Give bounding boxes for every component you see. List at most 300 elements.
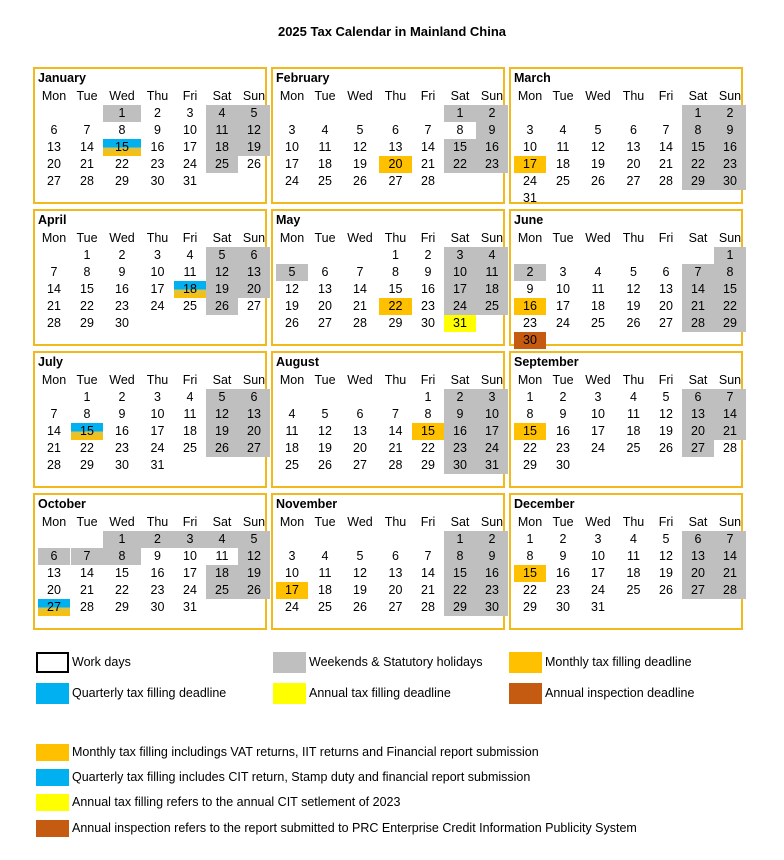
day-cell: 1 [103, 105, 141, 122]
day-cell: 3 [594, 390, 602, 404]
weekday-header: Fri [658, 89, 674, 103]
day-cell: 27 [238, 440, 270, 457]
day-cell: 11 [627, 549, 640, 563]
day-cell: 14 [421, 566, 435, 580]
weekday-header: Sun [480, 373, 504, 387]
day-cell: 17 [514, 156, 546, 173]
day-cell: 1 [392, 248, 399, 262]
day-cell: 2 [118, 248, 126, 262]
day-cell: 3 [186, 106, 194, 120]
day-cell: 2 [118, 390, 126, 404]
month-march [509, 67, 743, 204]
day-cell: 11 [183, 265, 197, 279]
day-cell: 9 [559, 549, 567, 563]
day-cell: 10 [183, 123, 197, 137]
day-cell: 21 [388, 441, 403, 455]
day-cell: 23 [150, 157, 165, 171]
month-name: August [276, 355, 320, 369]
day-cell: 6 [682, 389, 714, 406]
day-cell: 27 [682, 582, 714, 599]
day-cell: 31 [476, 457, 508, 474]
day-cell: 25 [183, 441, 197, 455]
day-cell: 25 [556, 174, 570, 188]
day-cell: 26 [659, 583, 673, 597]
day-cell: 9 [714, 122, 746, 139]
day-cell: 23 [523, 316, 537, 330]
day-cell: 9 [559, 407, 567, 421]
day-cell: 19 [238, 139, 270, 156]
day-cell: 7 [83, 123, 91, 137]
day-cell: 29 [523, 458, 537, 472]
day-cell: 1 [444, 531, 476, 548]
legend-swatch-work-days [36, 652, 69, 673]
day-cell: 27 [318, 316, 332, 330]
day-cell: 13 [47, 140, 61, 154]
weekday-header: Sat [212, 373, 232, 387]
day-cell: 19 [659, 566, 673, 580]
weekday-header: Mon [517, 231, 543, 245]
day-cell: 20 [47, 583, 61, 597]
day-cell: 4 [186, 390, 194, 404]
day-cell: 11 [318, 566, 332, 580]
day-cell: 14 [353, 282, 367, 296]
day-cell: 19 [659, 424, 673, 438]
day-cell: 6 [356, 407, 364, 421]
day-cell: 2 [514, 264, 546, 281]
day-cell: 12 [353, 140, 367, 154]
note-monthly: Monthly tax filling includings VAT returns, IIT returns and Financial report submission [72, 745, 539, 759]
day-cell: 29 [115, 600, 129, 614]
day-cell: 15 [714, 281, 746, 298]
weekday-header: Mon [279, 373, 305, 387]
day-cell: 11 [183, 407, 197, 421]
day-cell: 28 [80, 174, 94, 188]
weekday-header: Thu [384, 373, 407, 387]
day-cell: 17 [183, 566, 197, 580]
legend-swatch-inspection [509, 683, 542, 704]
weekday-header: Tue [314, 515, 336, 529]
day-cell: 31 [444, 315, 476, 332]
month-december [509, 493, 743, 630]
day-cell: 12 [353, 566, 367, 580]
day-cell: 30 [514, 332, 546, 349]
day-cell: 15 [514, 565, 546, 582]
day-cell: 28 [47, 458, 61, 472]
note-swatch-annual [36, 794, 69, 811]
day-cell: 11 [206, 122, 238, 139]
day-cell: 4 [321, 549, 329, 563]
day-cell: 31 [523, 191, 537, 205]
month-august [271, 351, 505, 488]
day-cell: 26 [591, 174, 605, 188]
day-cell: 11 [627, 407, 640, 421]
day-cell: 22 [682, 156, 714, 173]
day-cell: 27 [38, 599, 70, 616]
day-cell: 18 [285, 441, 299, 455]
day-cell: 12 [318, 424, 332, 438]
day-cell: 24 [444, 298, 476, 315]
day-cell: 21 [47, 299, 61, 313]
day-cell: 26 [659, 441, 673, 455]
weekday-header: Sat [450, 89, 470, 103]
day-cell: 11 [476, 264, 508, 281]
month-name: January [38, 71, 86, 85]
day-cell: 27 [626, 174, 641, 188]
weekday-header: Wed [109, 373, 135, 387]
day-cell: 11 [318, 140, 332, 154]
day-cell: 28 [388, 458, 403, 472]
day-cell: 7 [50, 265, 58, 279]
day-cell: 17 [285, 157, 299, 171]
day-cell: 16 [444, 423, 476, 440]
day-cell: 9 [526, 282, 534, 296]
weekday-header: Thu [146, 373, 169, 387]
weekday-header: Thu [622, 373, 645, 387]
day-cell: 2 [154, 106, 161, 120]
day-cell: 11 [215, 549, 229, 563]
weekday-header: Sat [212, 515, 232, 529]
day-cell: 7 [714, 389, 746, 406]
weekday-header: Mon [279, 231, 305, 245]
weekday-header: Fri [658, 373, 674, 387]
day-cell: 3 [476, 389, 508, 406]
day-cell: 20 [659, 299, 673, 313]
day-cell: 12 [285, 282, 299, 296]
weekday-header: Wed [585, 231, 611, 245]
weekday-header: Tue [314, 373, 336, 387]
day-cell: 9 [154, 549, 161, 563]
day-cell: 17 [150, 282, 165, 296]
day-cell: 25 [318, 600, 332, 614]
day-cell: 7 [71, 548, 103, 565]
legend-swatch-weekends [273, 652, 306, 673]
day-cell: 21 [47, 441, 61, 455]
weekday-header: Sat [688, 515, 708, 529]
day-cell: 13 [682, 548, 714, 565]
day-cell: 19 [238, 565, 270, 582]
day-cell: 16 [714, 139, 746, 156]
day-cell: 21 [421, 157, 435, 171]
day-cell: 12 [591, 140, 605, 154]
weekday-header: Sat [212, 89, 232, 103]
weekday-header: Sun [242, 373, 266, 387]
day-cell: 24 [556, 316, 570, 330]
day-cell: 25 [206, 582, 238, 599]
month-february [271, 67, 505, 204]
day-cell: 6 [392, 123, 399, 137]
weekday-header: Wed [347, 373, 373, 387]
day-cell: 2 [559, 532, 567, 546]
day-cell: 15 [444, 565, 476, 582]
day-cell: 2 [444, 389, 476, 406]
weekday-header: Fri [658, 515, 674, 529]
calendar-grid [33, 67, 743, 632]
weekday-header: Thu [384, 89, 407, 103]
day-cell: 5 [206, 247, 238, 264]
day-cell: 22 [523, 583, 537, 597]
day-cell: 18 [206, 139, 238, 156]
day-cell: 19 [591, 157, 605, 171]
day-cell: 8 [456, 123, 464, 137]
weekday-header: Sun [480, 231, 504, 245]
weekday-header: Wed [109, 89, 135, 103]
day-cell: 18 [591, 299, 605, 313]
day-cell: 1 [526, 532, 534, 546]
day-cell: 13 [659, 282, 673, 296]
day-cell: 21 [682, 298, 714, 315]
day-cell: 27 [682, 440, 714, 457]
day-cell: 29 [421, 458, 435, 472]
day-cell: 26 [353, 600, 367, 614]
day-cell: 19 [353, 583, 367, 597]
day-cell: 5 [238, 105, 270, 122]
weekday-header: Fri [182, 373, 198, 387]
weekday-header: Wed [347, 515, 373, 529]
day-cell: 2 [476, 531, 508, 548]
day-cell: 13 [353, 424, 367, 438]
day-cell: 10 [285, 566, 299, 580]
day-cell: 27 [388, 174, 403, 188]
weekday-header: Thu [146, 231, 169, 245]
note-swatch-quarterly [36, 769, 69, 786]
legend-label-inspection: Annual inspection deadline [545, 686, 695, 700]
day-cell: 5 [276, 264, 308, 281]
legend-swatch-monthly [509, 652, 542, 673]
day-cell: 20 [47, 157, 61, 171]
day-cell: 20 [626, 157, 641, 171]
weekday-header: Wed [109, 231, 135, 245]
day-cell: 29 [682, 173, 714, 190]
day-cell: 3 [174, 531, 206, 548]
day-cell: 30 [115, 316, 129, 330]
day-cell: 31 [183, 600, 197, 614]
day-cell: 24 [150, 441, 165, 455]
weekday-header: Tue [76, 515, 98, 529]
weekday-header: Mon [279, 515, 305, 529]
day-cell: 15 [103, 139, 141, 156]
day-cell: 1 [83, 390, 91, 404]
day-cell: 8 [103, 548, 141, 565]
day-cell: 1 [103, 531, 141, 548]
month-name: April [38, 213, 67, 227]
weekday-header: Sat [688, 373, 708, 387]
weekday-header: Sun [242, 515, 266, 529]
day-cell: 5 [206, 389, 238, 406]
month-july [33, 351, 267, 488]
note-annual: Annual tax filling refers to the annual CIT setlement of 2023 [72, 795, 401, 809]
day-cell: 4 [630, 390, 637, 404]
day-cell: 27 [388, 600, 403, 614]
day-cell: 20 [682, 565, 714, 582]
day-cell: 19 [626, 299, 641, 313]
note-swatch-inspection [36, 820, 69, 837]
weekday-header: Thu [384, 515, 407, 529]
day-cell: 18 [476, 281, 508, 298]
weekday-header: Mon [517, 89, 543, 103]
day-cell: 7 [424, 123, 432, 137]
day-cell: 28 [714, 582, 746, 599]
legend-label-annual: Annual tax filling deadline [309, 686, 451, 700]
day-cell: 4 [476, 247, 508, 264]
weekday-header: Thu [384, 231, 407, 245]
day-cell: 18 [556, 157, 570, 171]
day-cell: 26 [353, 174, 367, 188]
day-cell: 6 [321, 265, 329, 279]
day-cell: 18 [206, 565, 238, 582]
note-quarterly: Quarterly tax filling includes CIT return, Stamp duty and financial report submission [72, 770, 531, 784]
day-cell: 25 [318, 174, 332, 188]
day-cell: 2 [141, 531, 174, 548]
day-cell: 8 [83, 407, 91, 421]
day-cell: 3 [288, 549, 296, 563]
month-november [271, 493, 505, 630]
month-april [33, 209, 267, 346]
day-cell: 28 [47, 316, 61, 330]
day-cell: 30 [444, 457, 476, 474]
day-cell: 10 [183, 549, 197, 563]
day-cell: 30 [150, 600, 165, 614]
day-cell: 7 [662, 123, 670, 137]
day-cell: 27 [659, 316, 673, 330]
day-cell: 22 [115, 583, 129, 597]
day-cell: 27 [47, 174, 61, 188]
day-cell: 3 [154, 248, 161, 262]
weekday-header: Sun [718, 231, 742, 245]
day-cell: 10 [150, 265, 165, 279]
day-cell: 20 [238, 281, 270, 298]
day-cell: 28 [421, 174, 435, 188]
day-cell: 21 [659, 157, 673, 171]
day-cell: 24 [591, 583, 605, 597]
day-cell: 26 [247, 157, 261, 171]
day-cell: 8 [444, 548, 476, 565]
day-cell: 25 [626, 583, 641, 597]
day-cell: 23 [476, 156, 508, 173]
day-cell: 14 [47, 424, 61, 438]
day-cell: 30 [150, 174, 165, 188]
day-cell: 17 [591, 566, 605, 580]
day-cell: 7 [392, 407, 399, 421]
day-cell: 26 [206, 440, 238, 457]
day-cell: 29 [80, 316, 94, 330]
day-cell: 8 [682, 122, 714, 139]
weekday-header: Mon [279, 89, 305, 103]
weekday-header: Wed [585, 89, 611, 103]
day-cell: 12 [238, 548, 270, 565]
day-cell: 30 [556, 458, 570, 472]
day-cell: 10 [591, 549, 605, 563]
month-may [271, 209, 505, 346]
day-cell: 21 [714, 423, 746, 440]
day-cell: 16 [556, 424, 570, 438]
day-cell: 2 [424, 248, 432, 262]
day-cell: 15 [444, 139, 476, 156]
day-cell: 29 [523, 600, 537, 614]
day-cell: 29 [388, 316, 403, 330]
weekday-header: Thu [146, 515, 169, 529]
day-cell: 18 [626, 424, 641, 438]
day-cell: 15 [71, 423, 103, 440]
day-cell: 26 [238, 582, 270, 599]
day-cell: 1 [424, 390, 432, 404]
day-cell: 16 [421, 282, 435, 296]
day-cell: 10 [150, 407, 165, 421]
day-cell: 24 [285, 600, 299, 614]
day-cell: 7 [714, 531, 746, 548]
day-cell: 5 [630, 265, 637, 279]
day-cell: 24 [183, 583, 197, 597]
day-cell: 4 [630, 532, 637, 546]
day-cell: 6 [50, 123, 58, 137]
month-name: November [276, 497, 338, 511]
day-cell: 25 [285, 458, 299, 472]
day-cell: 25 [476, 298, 508, 315]
day-cell: 6 [238, 389, 270, 406]
day-cell: 22 [379, 298, 412, 315]
weekday-header: Mon [41, 231, 67, 245]
day-cell: 25 [626, 441, 641, 455]
day-cell: 16 [115, 424, 129, 438]
day-cell: 22 [714, 298, 746, 315]
day-cell: 9 [154, 123, 161, 137]
legend-label-monthly: Monthly tax filling deadline [545, 655, 692, 669]
weekday-header: Fri [420, 89, 436, 103]
day-cell: 3 [444, 247, 476, 264]
day-cell: 4 [206, 531, 238, 548]
day-cell: 13 [238, 264, 270, 281]
day-cell: 1 [83, 248, 91, 262]
day-cell: 4 [186, 248, 194, 262]
day-cell: 14 [659, 140, 673, 154]
day-cell: 19 [353, 157, 367, 171]
day-cell: 9 [118, 265, 126, 279]
day-cell: 27 [247, 299, 261, 313]
month-name: July [38, 355, 64, 369]
day-cell: 15 [412, 423, 444, 440]
day-cell: 12 [659, 549, 673, 563]
month-january [33, 67, 267, 204]
day-cell: 30 [115, 458, 129, 472]
day-cell: 13 [47, 566, 61, 580]
day-cell: 24 [150, 299, 165, 313]
day-cell: 6 [682, 531, 714, 548]
day-cell: 12 [206, 406, 238, 423]
weekday-header: Thu [622, 89, 645, 103]
day-cell: 14 [388, 424, 403, 438]
day-cell: 25 [591, 316, 605, 330]
day-cell: 6 [630, 123, 637, 137]
day-cell: 2 [476, 105, 508, 122]
month-name: October [38, 497, 86, 511]
day-cell: 4 [288, 407, 296, 421]
weekday-header: Mon [517, 515, 543, 529]
month-name: March [514, 71, 551, 85]
weekday-header: Wed [585, 373, 611, 387]
day-cell: 14 [714, 406, 746, 423]
day-cell: 10 [591, 407, 605, 421]
legend-swatch-quarterly [36, 683, 69, 704]
weekday-header: Sun [718, 89, 742, 103]
day-cell: 3 [288, 123, 296, 137]
day-cell: 17 [444, 281, 476, 298]
legend-label-weekends: Weekends & Statutory holidays [309, 655, 483, 669]
weekday-header: Sun [242, 231, 266, 245]
day-cell: 16 [476, 139, 508, 156]
day-cell: 14 [421, 140, 435, 154]
day-cell: 23 [421, 299, 435, 313]
note-swatch-monthly [36, 744, 69, 761]
day-cell: 26 [318, 458, 332, 472]
